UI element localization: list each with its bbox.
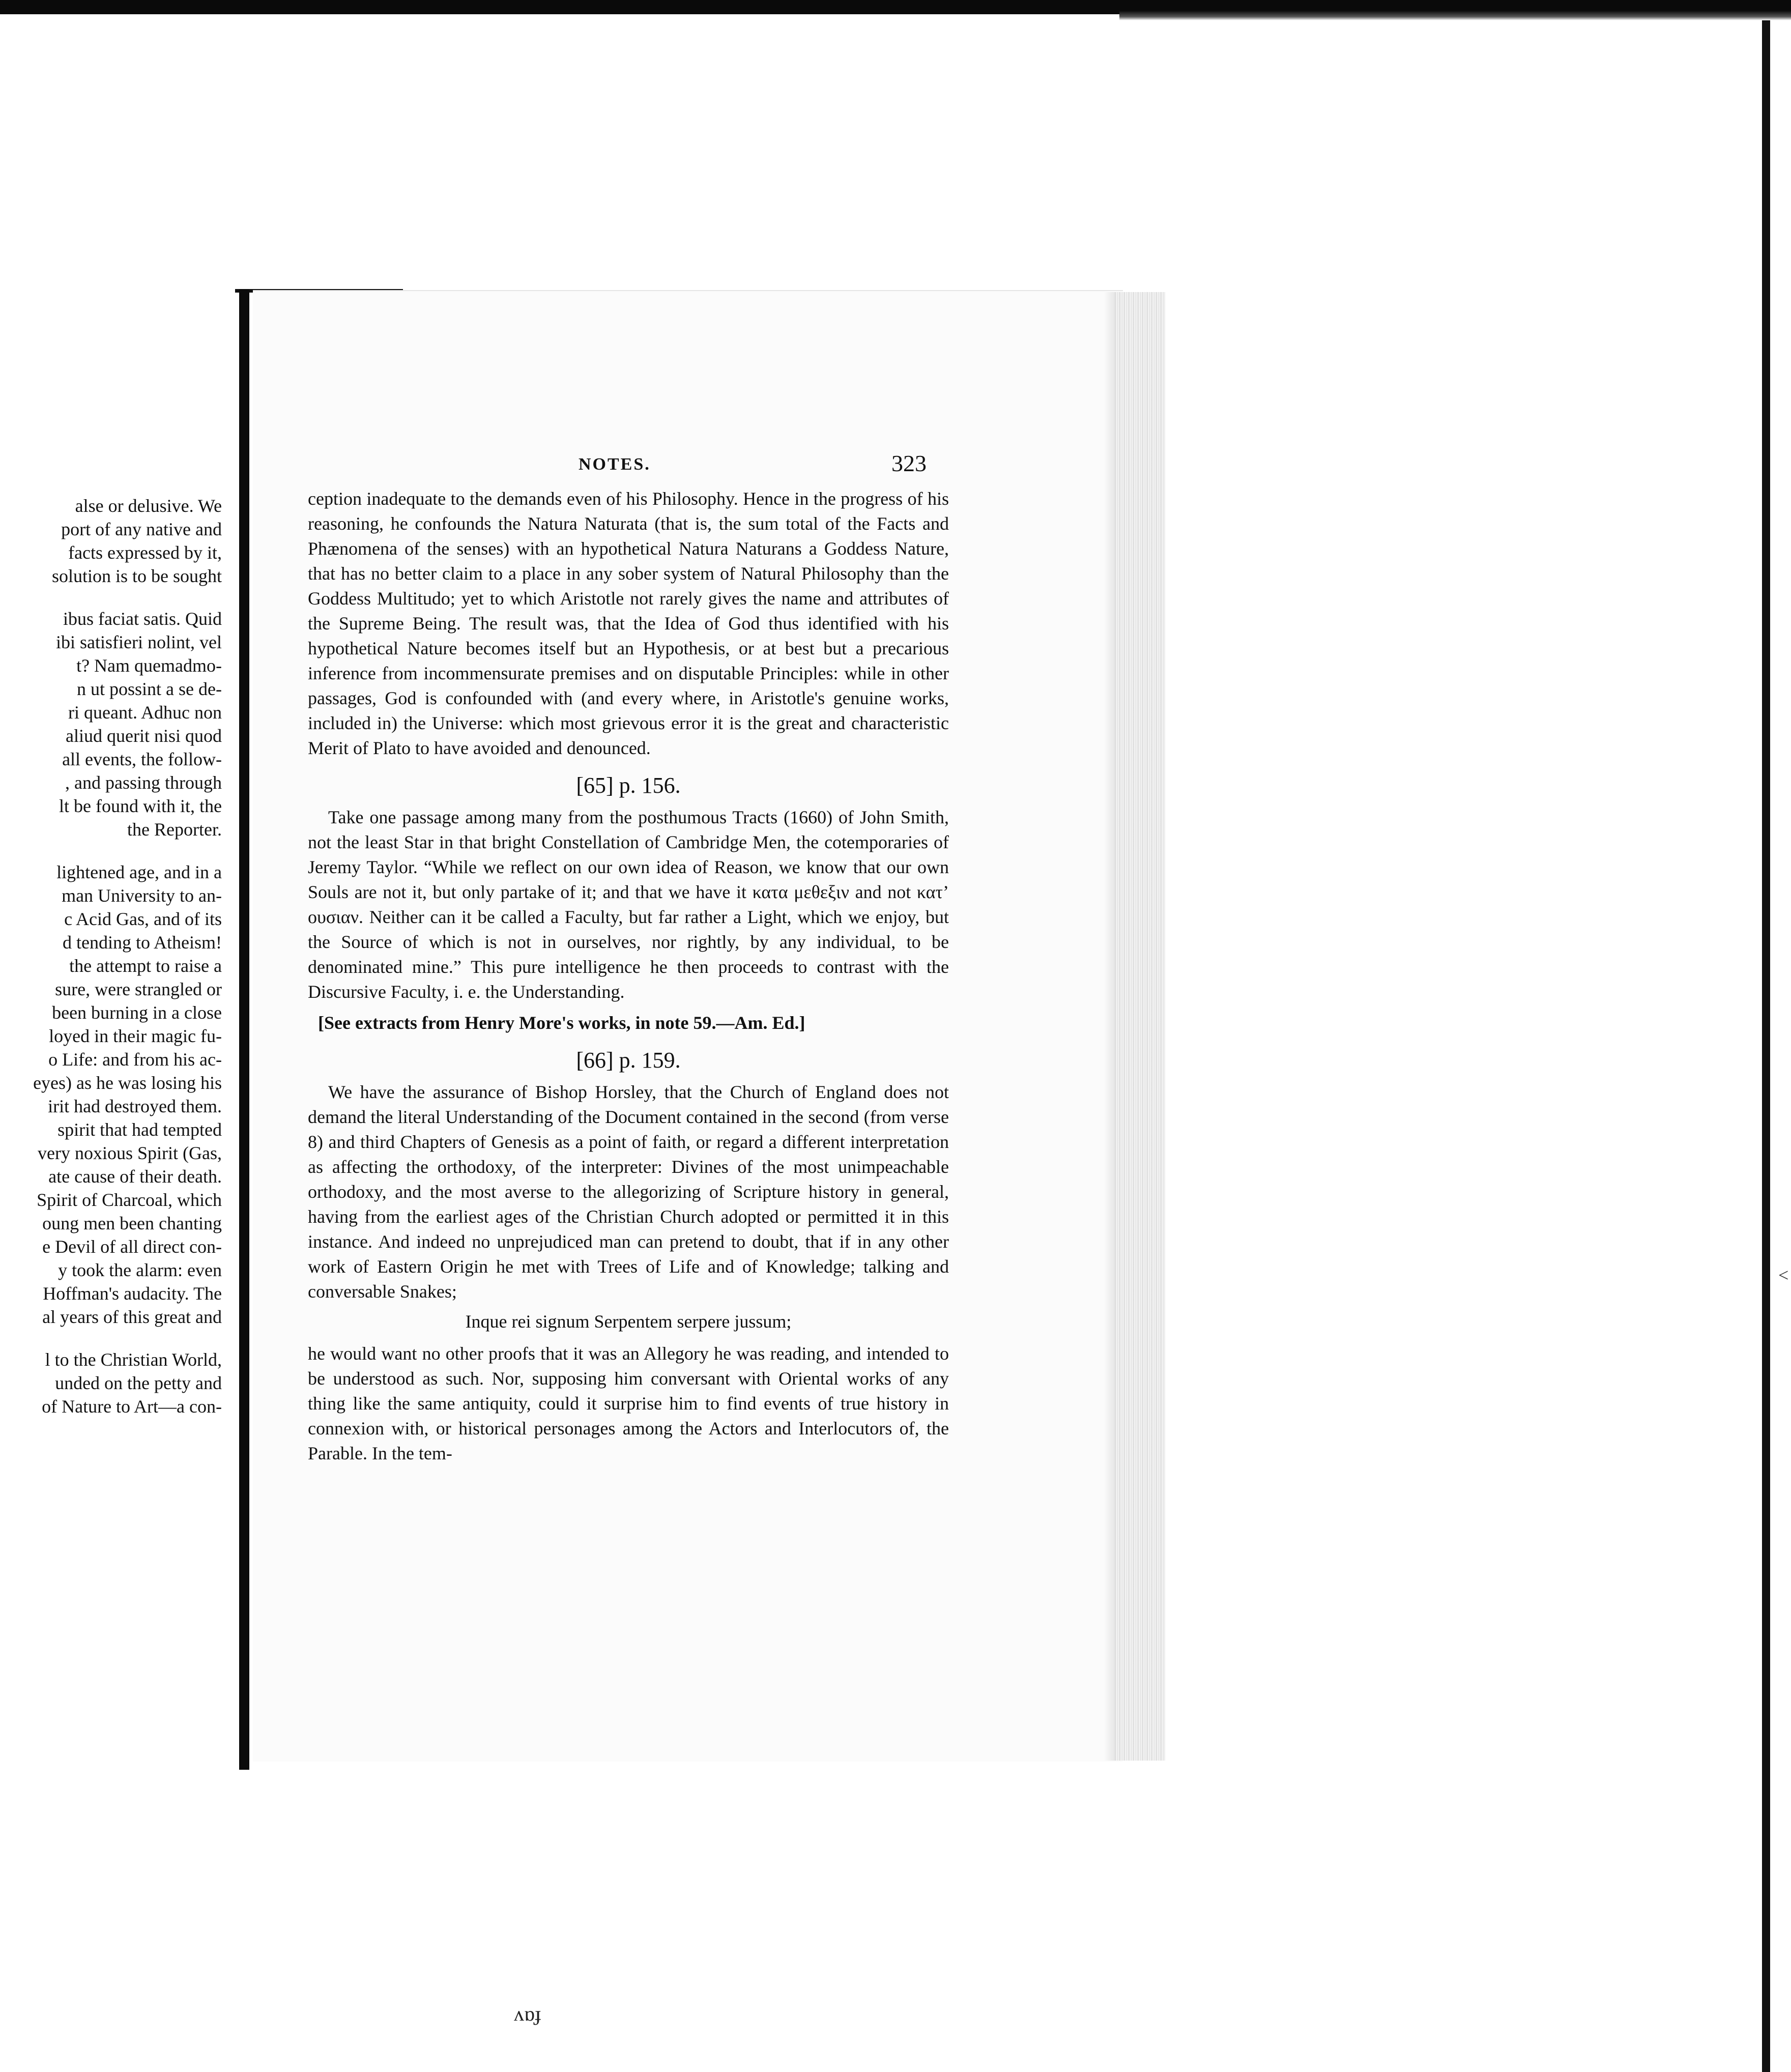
editor-bracket-note: [See extracts from Henry More's works, in note 59.—Am. Ed.] bbox=[318, 1013, 805, 1033]
left-page-line: n ut possint a se de- bbox=[77, 679, 222, 699]
left-page-line: t? Nam quemadmo- bbox=[76, 655, 222, 676]
left-page-line: al years of this great and bbox=[42, 1307, 222, 1327]
paragraph-allegory: he would want no other proofs that it was an Allegory he was reading, and intended to be understood as such. Nor, supposing him conversant with Oriental works of any thing like the same antiquity, could it surprise him to find events of true history in connexion with, or historical personages among the Actors and Interlocutors of, the Parable. In the tem- bbox=[308, 1343, 949, 1463]
left-page-line: loyed in their magic fu- bbox=[49, 1026, 222, 1046]
paragraph-bishop-horsley: We have the assurance of Bishop Horsley, that the Church of England does not demand the literal Understanding of the Document contained in the second (from verse 8) and third Chapters of Genesis as a point of faith, or regard a different interpretation as affecting the orthodoxy, of the interpreter: Divines of the most unimpeachable orthodoxy, and the most averse to the allegorizing of Scripture history in general, having from the earliest ages of the Christian Church adopted or permitted it in this instance. And indeed no unprejudiced man can pretend to doubt, that if in any other work of Eastern Origin he met with Trees of Life and of Knowledge; talking and conversable Snakes; bbox=[308, 1082, 949, 1302]
right-page bbox=[253, 290, 1123, 1762]
left-page-line: the Reporter. bbox=[127, 819, 222, 840]
left-page-line: facts expressed by it, bbox=[68, 542, 222, 563]
note-heading-66: [66] p. 159. bbox=[576, 1048, 681, 1073]
left-page-line: , and passing through bbox=[65, 772, 222, 793]
left-page-line: l to the Christian World, bbox=[45, 1349, 222, 1370]
left-page-line: been burning in a close bbox=[52, 1002, 222, 1023]
left-page-line: ri queant. Adhuc non bbox=[68, 702, 222, 723]
left-page-line: the attempt to raise a bbox=[69, 956, 222, 976]
left-page-line: e Devil of all direct con- bbox=[42, 1236, 222, 1257]
left-page-line: irit had destroyed them. bbox=[48, 1096, 222, 1116]
left-page-line: oung men been chanting bbox=[42, 1213, 222, 1233]
left-page-line: solution is to be sought bbox=[51, 566, 222, 586]
left-page-line: sure, were strangled or bbox=[55, 979, 222, 999]
left-page-line: c Acid Gas, and of its bbox=[64, 909, 222, 929]
running-title: NOTES. bbox=[579, 455, 651, 474]
scan-top-border-fade bbox=[1119, 11, 1791, 20]
latin-verse: Inque rei signum Serpentem serpere jussum; bbox=[465, 1311, 792, 1332]
left-page-line: Spirit of Charcoal, which bbox=[37, 1190, 222, 1210]
edge-tick-mark: < bbox=[1778, 1265, 1789, 1285]
left-page-line: all events, the follow- bbox=[62, 749, 222, 769]
note-heading-65: [65] p. 156. bbox=[576, 773, 681, 798]
left-page-line: eyes) as he was losing his bbox=[33, 1073, 222, 1093]
left-page-line: ibus faciat satis. Quid bbox=[63, 609, 222, 629]
gutter-vertical-rule bbox=[239, 289, 249, 1770]
paragraph-philosophy: ception inadequate to the demands even of his Philosophy. Hence in the progress of his reasoning, he confounds the Natura Naturata (that is, the sum total of the Facts and Phænomena of the senses) with an hypothetical Natura Naturans a Goddess Nature, that has no better claim to a place in any sober system of Natural Philosophy than the Goddess Multitudo; yet to which Aristotle not rarely gives the name and attributes of the Supreme Being. The result was, that the Idea of God thus identified with his hypothetical Nature becomes itself but an Hypothesis, or at best but a precarious inference from incommensurate premises and on disputable Principles: while in other passages, God is confounded with (and every where, in Aristotle's genuine works, included in) the Universe: which most grievous error it is the great and characteristic Merit of Plato to have avoided and denounced. bbox=[308, 488, 949, 758]
running-head bbox=[253, 450, 1108, 480]
left-page-line: spirit that had tempted bbox=[57, 1119, 222, 1140]
left-page-line: unded on the petty and bbox=[55, 1373, 222, 1393]
page-number: 323 bbox=[891, 450, 927, 476]
bottom-scan-mark: ʌɒɟ bbox=[514, 2002, 542, 2025]
left-page-line: port of any native and bbox=[61, 519, 222, 539]
left-page-line: man University to an- bbox=[62, 885, 222, 906]
left-page-line: Hoffman's audacity. The bbox=[43, 1283, 222, 1304]
left-page-line: very noxious Spirit (Gas, bbox=[38, 1143, 222, 1163]
left-page-line: lightened age, and in a bbox=[56, 862, 222, 882]
left-page-line: o Life: and from his ac- bbox=[48, 1049, 222, 1070]
scan-right-border bbox=[1762, 20, 1770, 2072]
left-page-line: of Nature to Art—a con- bbox=[42, 1396, 222, 1417]
left-page-line: lt be found with it, the bbox=[59, 796, 222, 816]
paragraph-john-smith: Take one passage among many from the posthumous Tracts (1660) of John Smith, not the least Star in that bright Constellation of Cambridge Men, the cotemporaries of Jeremy Taylor. “While we reflect on our own idea of Reason, we know that our own Souls are not it, but only partake of it; and that we have it κατα μεθεξιν and not κατ’ ουσιαν. Neither can it be called a Faculty, but far rather a Light, which we enjoy, but the Source of which is not in ourselves, nor rightly, by any individual, to be denominated mine.” This pure intelligence he then proceeds to contrast with the Discursive Faculty, i. e. the Understanding. bbox=[308, 807, 949, 1002]
page-body bbox=[308, 486, 949, 1466]
left-page-line: aliud querit nisi quod bbox=[66, 726, 222, 746]
page-stack-edge bbox=[1114, 292, 1165, 1761]
left-page-line: ibi satisfieri nolint, vel bbox=[56, 632, 222, 652]
left-facing-page bbox=[0, 295, 239, 1618]
left-page-line: d tending to Atheism! bbox=[63, 932, 222, 953]
left-page-line: ate cause of their death. bbox=[48, 1166, 222, 1187]
left-page-line: y took the alarm: even bbox=[58, 1260, 222, 1280]
left-page-line: alse or delusive. We bbox=[75, 496, 222, 516]
